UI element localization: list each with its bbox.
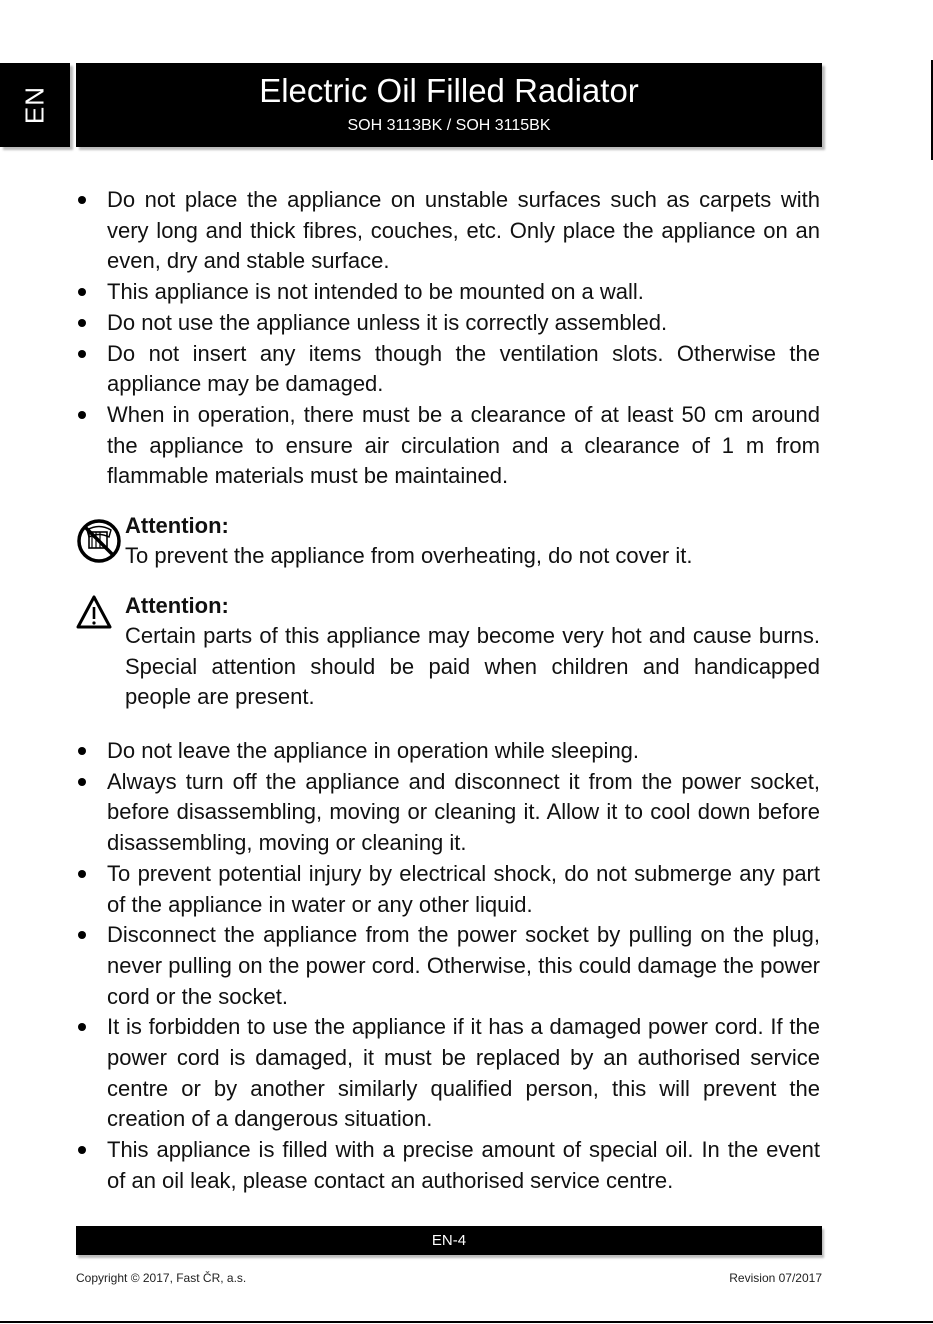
list-item: Do not insert any items though the ventilation slots. Otherwise the appliance may be damaged. (76, 339, 820, 400)
page-title: Electric Oil Filled Radiator (259, 72, 639, 109)
header-bar (76, 63, 822, 147)
page-number-bar (76, 1226, 822, 1255)
list-item: Disconnect the appliance from the power socket by pulling on the plug, never pulling on the power cord. Otherwise, this could damage the power cord or the socket. (76, 920, 820, 1012)
notice-text: To prevent the appliance from overheating, do not cover it. (125, 543, 693, 568)
list-item: Do not leave the appliance in operation while sleeping. (76, 736, 820, 767)
notice-do-not-cover (76, 511, 820, 572)
safety-list-bottom (76, 736, 820, 1197)
notice-text: Certain parts of this appliance may become very hot and cause burns. Special attention should be paid when children and handicapped people are present. (125, 623, 820, 709)
list-item: This appliance is not intended to be mounted on a wall. (76, 277, 820, 308)
warning-triangle-icon (76, 591, 112, 636)
language-label: EN (19, 85, 50, 125)
list-item: Do not place the appliance on unstable surfaces such as carpets with very long and thick fibres, couches, etc. Only place the appliance on an even, dry and stable surface. (76, 185, 820, 277)
list-item: It is forbidden to use the appliance if it has a damaged power cord. If the power cord is damaged, it must be replaced by an authorised service centre or by another similarly qualified person, this will prevent the creation of a dangerous situation. (76, 1012, 820, 1135)
page-number: EN-4 (431, 1232, 467, 1249)
notice-hot-surfaces (76, 591, 820, 713)
notice-title: Attention: (125, 593, 229, 618)
safety-list-top (76, 185, 820, 492)
do-not-cover-icon (76, 511, 122, 568)
copyright-text: Copyright © 2017, Fast ČR, a.s. (76, 1271, 247, 1285)
list-item: Always turn off the appliance and disconnect it from the power socket, before disassembling, moving or cleaning it. Allow it to cool down before disassembling, moving or cleaning it. (76, 767, 820, 859)
language-tab (0, 63, 70, 147)
list-item: When in operation, there must be a clearance of at least 50 cm around the appliance to ensure air circulation and a clearance of 1 m from flammable materials must be maintained. (76, 400, 820, 492)
model-numbers: SOH 3113BK / SOH 3115BK (347, 117, 551, 134)
notice-title: Attention: (125, 513, 229, 538)
list-item: To prevent potential injury by electrical shock, do not submerge any part of the appliance in water or any other liquid. (76, 859, 820, 920)
list-item: This appliance is filled with a precise amount of special oil. In the event of an oil leak, please contact an authorised service centre. (76, 1135, 820, 1196)
list-item: Do not use the appliance unless it is correctly assembled. (76, 308, 820, 339)
bottom-rule (0, 1321, 933, 1323)
revision-text: Revision 07/2017 (729, 1271, 822, 1285)
